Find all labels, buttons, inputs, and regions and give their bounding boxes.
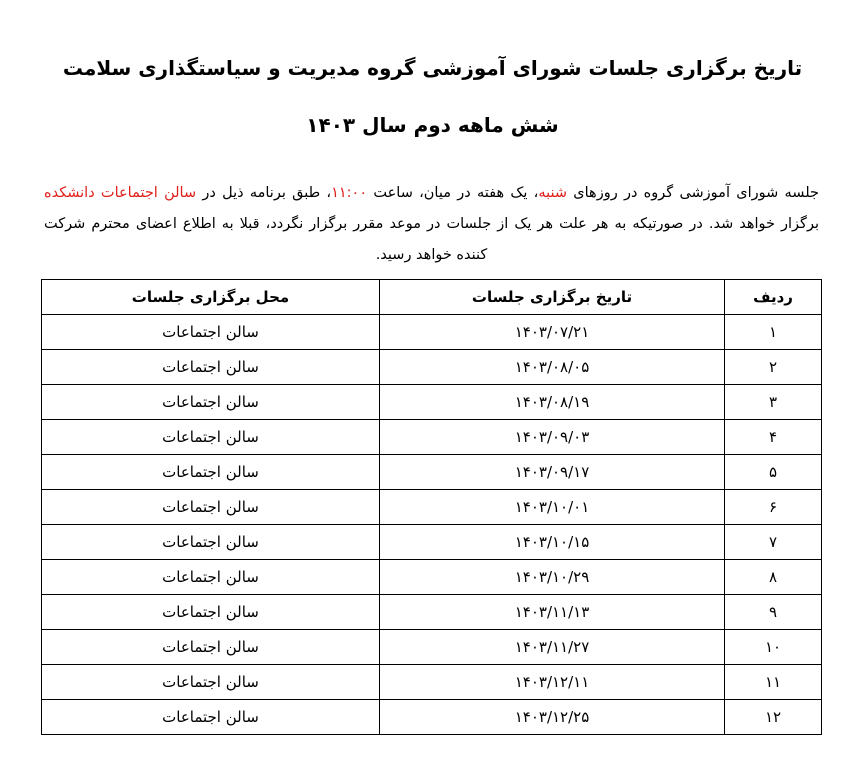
date-cell: ۱۴۰۳/۱۲/۱۱ [380,665,725,700]
place-cell: سالن اجتماعات [42,595,380,630]
place-cell: سالن اجتماعات [42,385,380,420]
row-number-cell: ۱ [725,315,822,350]
document-subtitle: شش ماهه دوم سال ۱۴۰۳ [306,113,559,137]
date-cell: ۱۴۰۳/۰۹/۰۳ [380,420,725,455]
row-number-cell: ۱۲ [725,700,822,735]
table-row [42,560,822,595]
place-cell: سالن اجتماعات [42,525,380,560]
row-number-cell: ۵ [725,455,822,490]
row-number-cell: ۶ [725,490,822,525]
intro-text-2: ، یک هفته در میان، ساعت [367,184,539,201]
header-row-number: ردیف [725,280,822,315]
meeting-venue: سالن اجتماعات دانشکده [44,184,197,201]
place-cell: سالن اجتماعات [42,420,380,455]
table-row [42,630,822,665]
row-number-cell: ۷ [725,525,822,560]
date-cell: ۱۴۰۳/۱۰/۰۱ [380,490,725,525]
document-title: تاریخ برگزاری جلسات شورای آموزشی گروه مدیریت و سیاستگذاری سلامت [62,56,803,80]
date-cell: ۱۴۰۳/۱۱/۲۷ [380,630,725,665]
place-cell: سالن اجتماعات [42,665,380,700]
table-row [42,700,822,735]
row-number-cell: ۱۱ [725,665,822,700]
place-cell: سالن اجتماعات [42,315,380,350]
row-number-cell: ۴ [725,420,822,455]
table-row [42,350,822,385]
table-row [42,665,822,700]
table-row [42,490,822,525]
date-cell: ۱۴۰۳/۰۸/۰۵ [380,350,725,385]
date-cell: ۱۴۰۳/۰۷/۲۱ [380,315,725,350]
date-cell: ۱۴۰۳/۱۰/۲۹ [380,560,725,595]
intro-text-3: ، طبق برنامه ذیل در [196,184,332,201]
place-cell: سالن اجتماعات [42,630,380,665]
date-cell: ۱۴۰۳/۰۹/۱۷ [380,455,725,490]
place-cell: سالن اجتماعات [42,700,380,735]
table-row [42,315,822,350]
date-cell: ۱۴۰۳/۱۱/۱۳ [380,595,725,630]
table-row [42,525,822,560]
meeting-day: شنبه [538,184,568,201]
table-row [42,385,822,420]
place-cell: سالن اجتماعات [42,490,380,525]
date-cell: ۱۴۰۳/۱۰/۱۵ [380,525,725,560]
row-number-cell: ۸ [725,560,822,595]
table-header-row [42,280,822,315]
row-number-cell: ۱۰ [725,630,822,665]
table-row [42,455,822,490]
intro-text-1: جلسه شورای آموزشی گروه در روزهای [567,184,819,201]
row-number-cell: ۲ [725,350,822,385]
intro-text-4: برگزار خواهد شد. در صورتیکه به هر علت هر یک از جلسات در موعد مقرر برگزار نگردد، قبلا به اطلاع اعضای محترم شرکت کننده خواهد رسید. [44,215,819,263]
row-number-cell: ۳ [725,385,822,420]
table-row [42,420,822,455]
schedule-table [41,279,822,735]
place-cell: سالن اجتماعات [42,350,380,385]
intro-paragraph [44,178,819,271]
place-cell: سالن اجتماعات [42,560,380,595]
header-place: محل برگزاری جلسات [42,280,380,315]
meeting-time: ۱۱:۰۰ [331,184,368,201]
table-row [42,595,822,630]
date-cell: ۱۴۰۳/۱۲/۲۵ [380,700,725,735]
header-date: تاریخ برگزاری جلسات [380,280,725,315]
date-cell: ۱۴۰۳/۰۸/۱۹ [380,385,725,420]
table-body [42,315,822,735]
row-number-cell: ۹ [725,595,822,630]
place-cell: سالن اجتماعات [42,455,380,490]
